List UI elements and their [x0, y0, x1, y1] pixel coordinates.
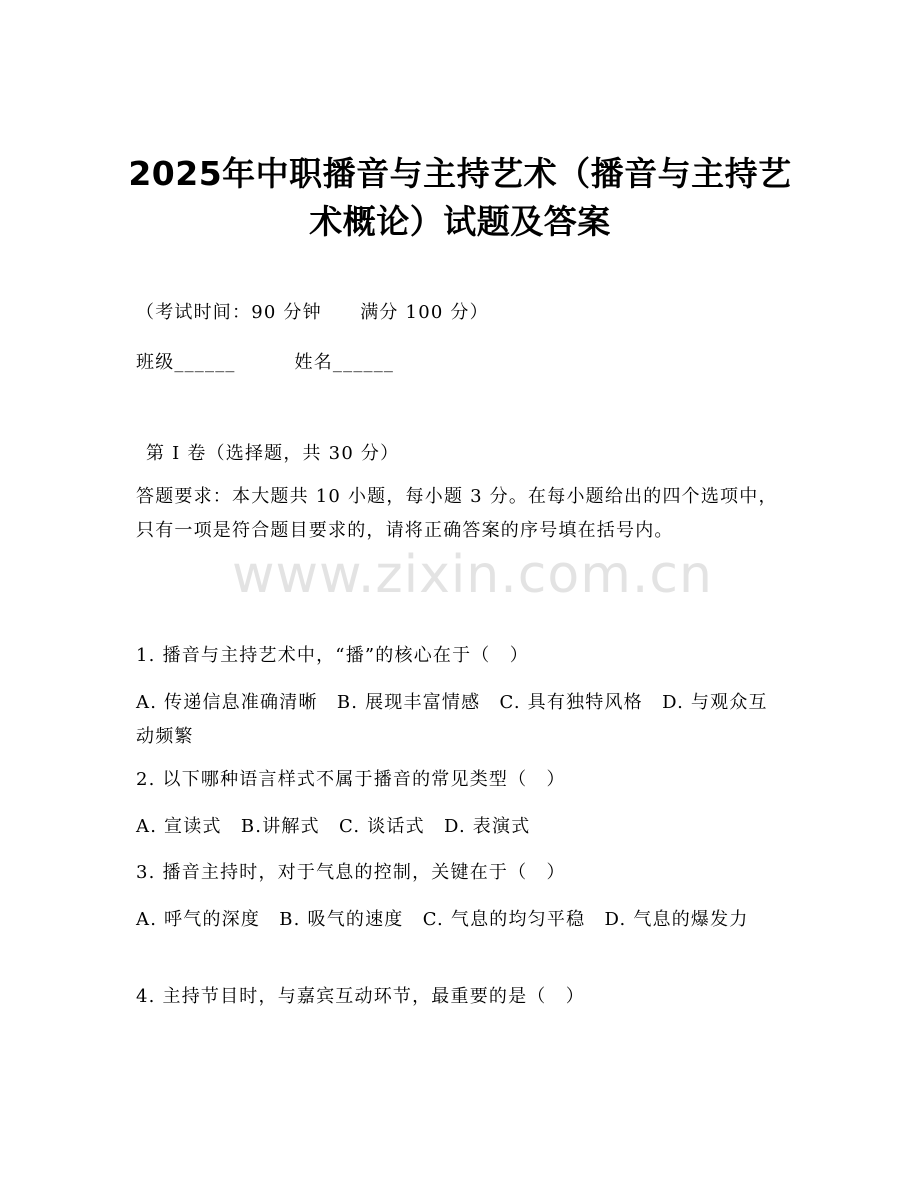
watermark: www.zixin.com.cn [232, 545, 713, 605]
instructions-paragraph: 答题要求：本大题共 10 小题，每小题 3 分。在每小题给出的四个选项中，只有一项是符合题目要求的，请将正确答案的序号填在括号内。 [136, 486, 778, 541]
student-info-row [136, 346, 786, 380]
question-stem: 1. 播音与主持艺术中，“播”的核心在于（ ） [136, 645, 529, 666]
class-field: 班级______ [136, 352, 236, 373]
question-stem: 4. 主持节目时，与嘉宾互动环节，最重要的是（ ） [136, 986, 585, 1007]
question-stem: 3. 播音主持时，对于气息的控制，关键在于（ ） [136, 862, 566, 883]
section-header: 第 I 卷（选择题，共 30 分） [146, 443, 400, 464]
exam-info: （考试时间：90 分钟 满分 100 分） [136, 302, 489, 323]
name-field: 姓名______ [294, 352, 395, 373]
question-options: A. 呼气的深度 B. 吸气的速度 C. 气息的均匀平稳 D. 气息的爆发力 [136, 909, 749, 930]
question-options: A. 宣读式 B.讲解式 C. 谈话式 D. 表演式 [136, 816, 531, 837]
document-title: 2025年中职播音与主持艺术（播音与主持艺术概论）试题及答案 [128, 154, 792, 241]
question-stem: 2. 以下哪种语言样式不属于播音的常见类型（ ） [136, 769, 566, 790]
question-options: A. 传递信息准确清晰 B. 展现丰富情感 C. 具有独特风格 D. 与观众互动频繁 [136, 692, 768, 747]
